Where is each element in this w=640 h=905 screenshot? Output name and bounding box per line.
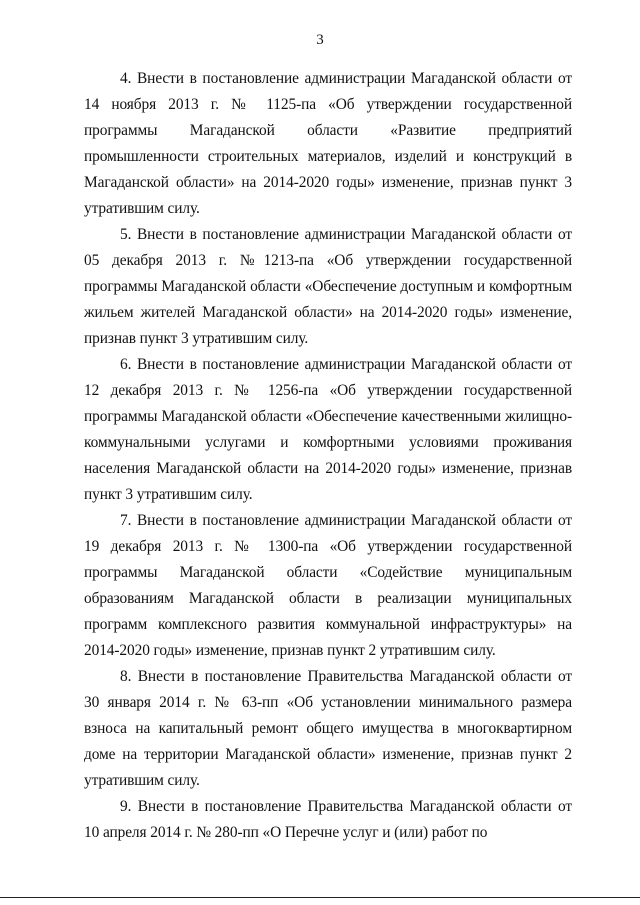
paragraph-item-9: 9. Внести в постановление Правительства Магаданской области от 10 апреля 2014 г. № 280-пп «О Перечне услуг и (или) работ по [84, 798, 572, 841]
document-body [84, 66, 572, 846]
paragraph-item-8: 8. Внести в постановление Правительства Магаданской области от 30 января 2014 г. № 63-пп «Об установлении минимального размера взноса на капитальный ремонт общего имущества в многоквартирном доме на территории Магаданской области» изменение, признав пункт 2 утратившим силу. [84, 668, 572, 789]
paragraph-item-7: 7. Внести в постановление администрации Магаданской области от 19 декабря 2013 г. № 1300-па «Об утверждении государственной программы Магаданской области «Содействие муниципальным образованиям Магаданской области в реализации муниципальных программ комплексного развития коммунальной инфраструктуры» на 2014-2020 годы» изменение, признав пункт 2 утратившим силу. [84, 512, 572, 659]
page-bottom-edge [0, 897, 640, 898]
paragraph-item-6: 6. Внести в постановление администрации Магаданской области от 12 декабря 2013 г. № 1256-па «Об утверждении государственной программы Магаданской области «Обеспечение качественными жилищно-коммунальными услугами и комфортными условиями проживания населения Магаданской области на 2014-2020 годы» изменение, признав пункт 3 утратившим силу. [84, 356, 572, 503]
paragraph-item-5: 5. Внести в постановление администрации Магаданской области от 05 декабря 2013 г. №1213-па «Об утверждении государственной программы Магаданской области «Обеспечение доступным и комфортным жильем жителей Магаданской области» на 2014-2020 годы» изменение, признав пункт 3 утратившим силу. [84, 226, 572, 347]
paragraph-item-4: 4. Внести в постановление администрации Магаданской области от 14 ноября 2013 г. № 1125-па «Об утверждении государственной программы Магаданской области «Развитие предприятий промышленности строительных материалов, изделий и конструкций в Магаданской области» на 2014-2020 годы» изменение, признав пункт 3 утратившим силу. [84, 70, 572, 217]
page-number: 3 [316, 32, 324, 48]
